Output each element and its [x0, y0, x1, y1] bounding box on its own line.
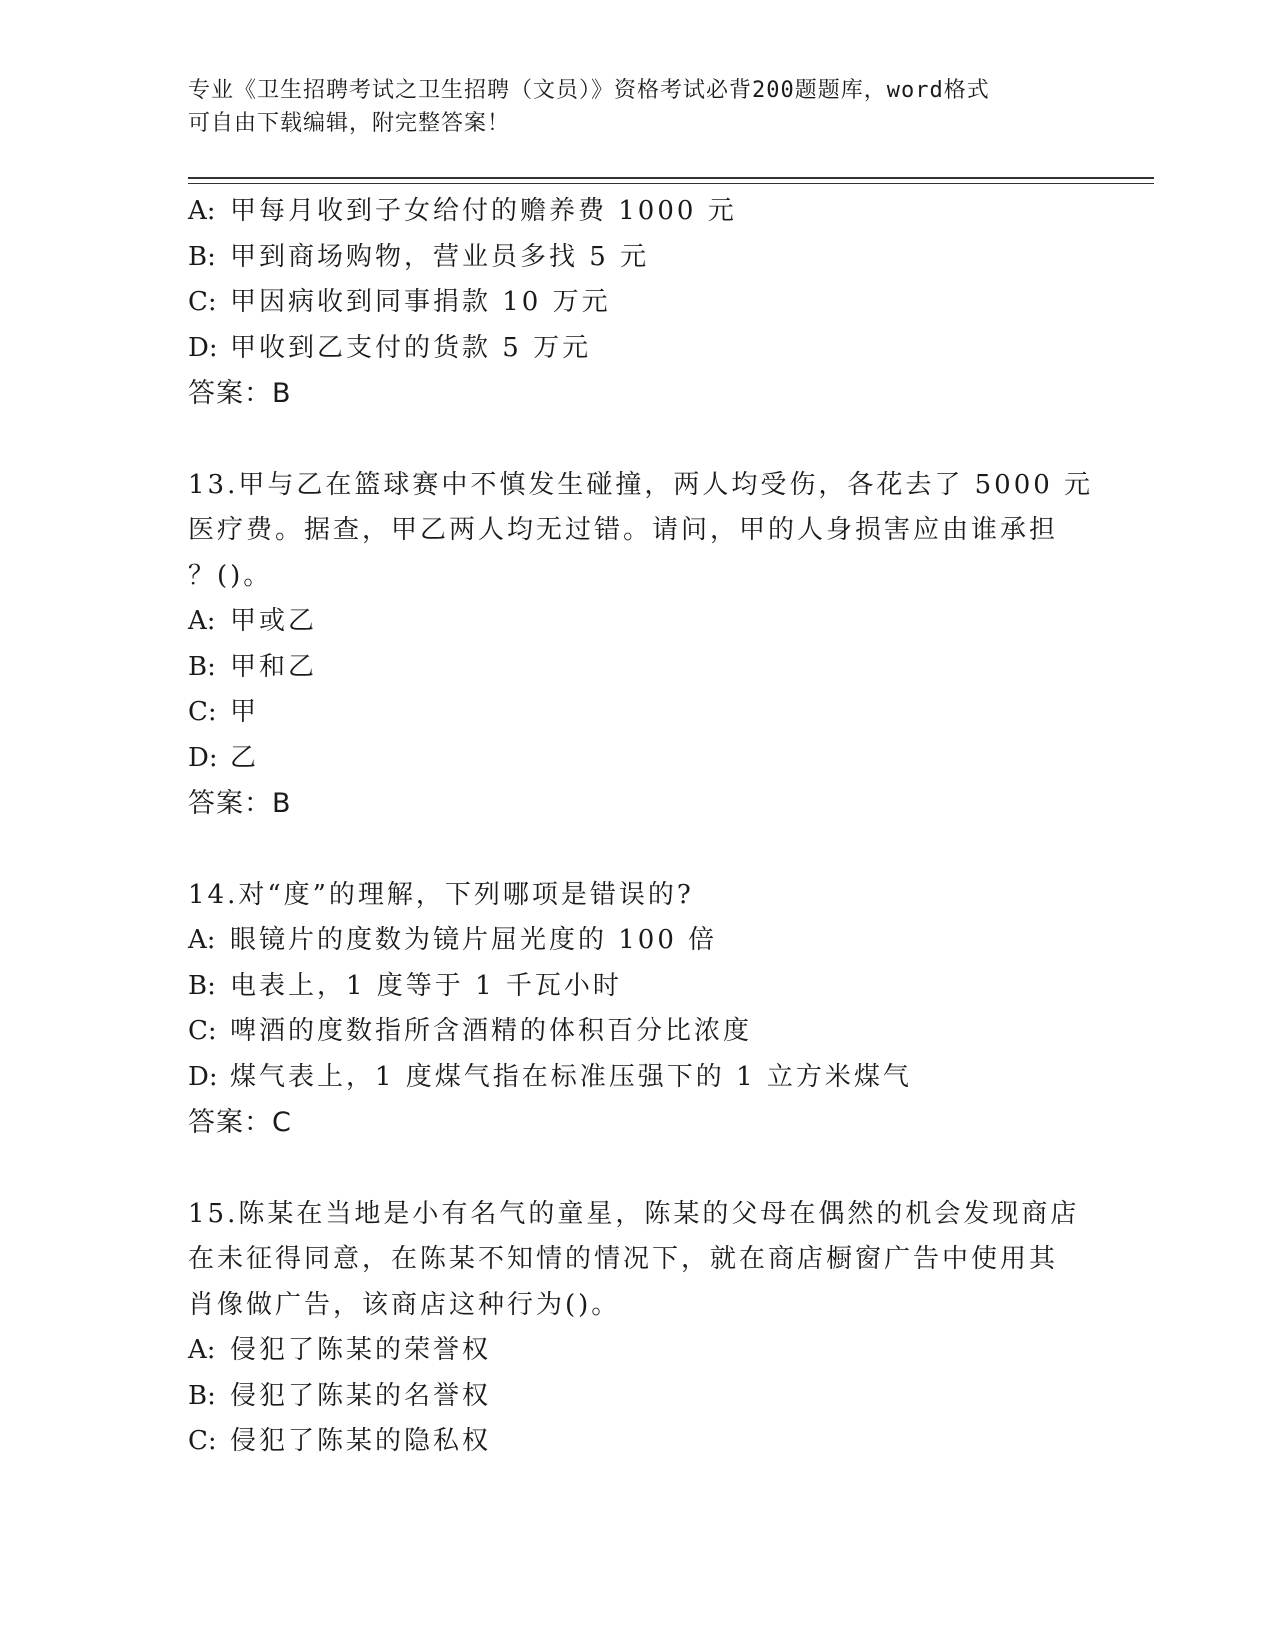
answer-text: 答案：B: [188, 378, 292, 409]
option-c: [188, 1419, 1088, 1465]
option-text: 侵犯了陈某的隐私权: [230, 1426, 492, 1456]
header-divider-thick: [188, 177, 1154, 179]
option-text: 甲每月收到子女给付的赡养费 1000 元: [230, 196, 737, 226]
option-c: [188, 1009, 1088, 1055]
option-text: 乙: [230, 742, 260, 773]
option-letter: C:: [188, 287, 217, 317]
option-letter: C:: [188, 1426, 217, 1456]
header-divider-thin: [188, 183, 1154, 184]
answer-text: 答案：C: [188, 1107, 292, 1138]
option-text: 甲收到乙支付的货款 5 万元: [230, 332, 592, 363]
question-13: [188, 463, 1094, 827]
question-spacer: [188, 1146, 1088, 1192]
option-b: [188, 645, 1088, 691]
option-text: 侵犯了陈某的荣誉权: [230, 1335, 492, 1365]
option-letter: B:: [188, 970, 216, 1001]
question-stem-line: 15.陈某在当地是小有名气的童星，陈某的父母在偶然的机会发现商店: [188, 1198, 1080, 1229]
option-letter: C:: [188, 697, 217, 727]
option-text: 侵犯了陈某的名誉权: [230, 1380, 492, 1411]
question-list: [188, 189, 1094, 1465]
question-stem-line: 在未征得同意，在陈某不知情的情况下，就在商店橱窗广告中使用其: [188, 1244, 1059, 1274]
option-a: [188, 189, 1088, 235]
option-text: 甲或乙: [230, 606, 318, 636]
question-stem-line: 肖像做广告，该商店这种行为()。: [188, 1289, 621, 1320]
option-text: 甲和乙: [230, 651, 318, 682]
option-text: 甲: [230, 697, 260, 727]
option-c: [188, 280, 1088, 326]
header-title-line-1: 专业《卫生招聘考试之卫生招聘（文员）》资格考试必背200题题库，word格式: [188, 78, 990, 103]
option-d: [188, 326, 1088, 372]
option-text: 眼镜片的度数为镜片屈光度的 100 倍: [230, 925, 718, 955]
question-15: [188, 1192, 1088, 1465]
option-letter: D:: [188, 1061, 218, 1092]
option-text: 甲到商场购物，营业员多找 5 元: [230, 241, 650, 272]
question-stem-line: 医疗费。据查，甲乙两人均无过错。请问，甲的人身损害应由谁承担: [188, 515, 1059, 545]
option-text: 甲因病收到同事捐款 10 万元: [230, 287, 611, 317]
option-a: [188, 1328, 1088, 1374]
option-b: [188, 964, 1088, 1010]
option-a: [188, 918, 1088, 964]
question-spacer: [188, 417, 1088, 463]
option-letter: C:: [188, 1016, 217, 1046]
option-letter: A:: [188, 606, 216, 636]
header-title-line-2: 可自由下载编辑，附完整答案！: [188, 111, 511, 136]
option-letter: A:: [188, 196, 216, 226]
option-letter: D:: [188, 332, 218, 363]
option-letter: B:: [188, 1380, 216, 1411]
option-text: 啤酒的度数指所含酒精的体积百分比浓度: [230, 1016, 753, 1046]
option-b: [188, 235, 1088, 281]
question-stem-line: ？()。: [188, 560, 273, 591]
option-a: [188, 599, 1088, 645]
question-14: [188, 873, 1088, 1146]
option-d: [188, 736, 1088, 782]
option-text: 电表上，1 度等于 1 千瓦小时: [230, 970, 622, 1001]
option-letter: B:: [188, 651, 216, 682]
option-letter: B:: [188, 241, 216, 272]
question-12: [188, 189, 1088, 417]
question-stem-line: 13.甲与乙在篮球赛中不慎发生碰撞，两人均受伤，各花去了 5000 元: [188, 469, 1094, 500]
option-c: [188, 690, 1088, 736]
option-d: [188, 1055, 1088, 1101]
option-letter: A:: [188, 1335, 216, 1365]
question-spacer: [188, 827, 1088, 873]
document-header: [188, 74, 1068, 140]
question-stem-line: 14.对“度”的理解，下列哪项是错误的?: [188, 879, 694, 910]
option-b: [188, 1374, 1088, 1420]
option-text: 煤气表上，1 度煤气指在标准压强下的 1 立方米煤气: [230, 1061, 912, 1092]
option-letter: A:: [188, 925, 216, 955]
answer-text: 答案：B: [188, 788, 292, 819]
option-letter: D:: [188, 742, 218, 773]
